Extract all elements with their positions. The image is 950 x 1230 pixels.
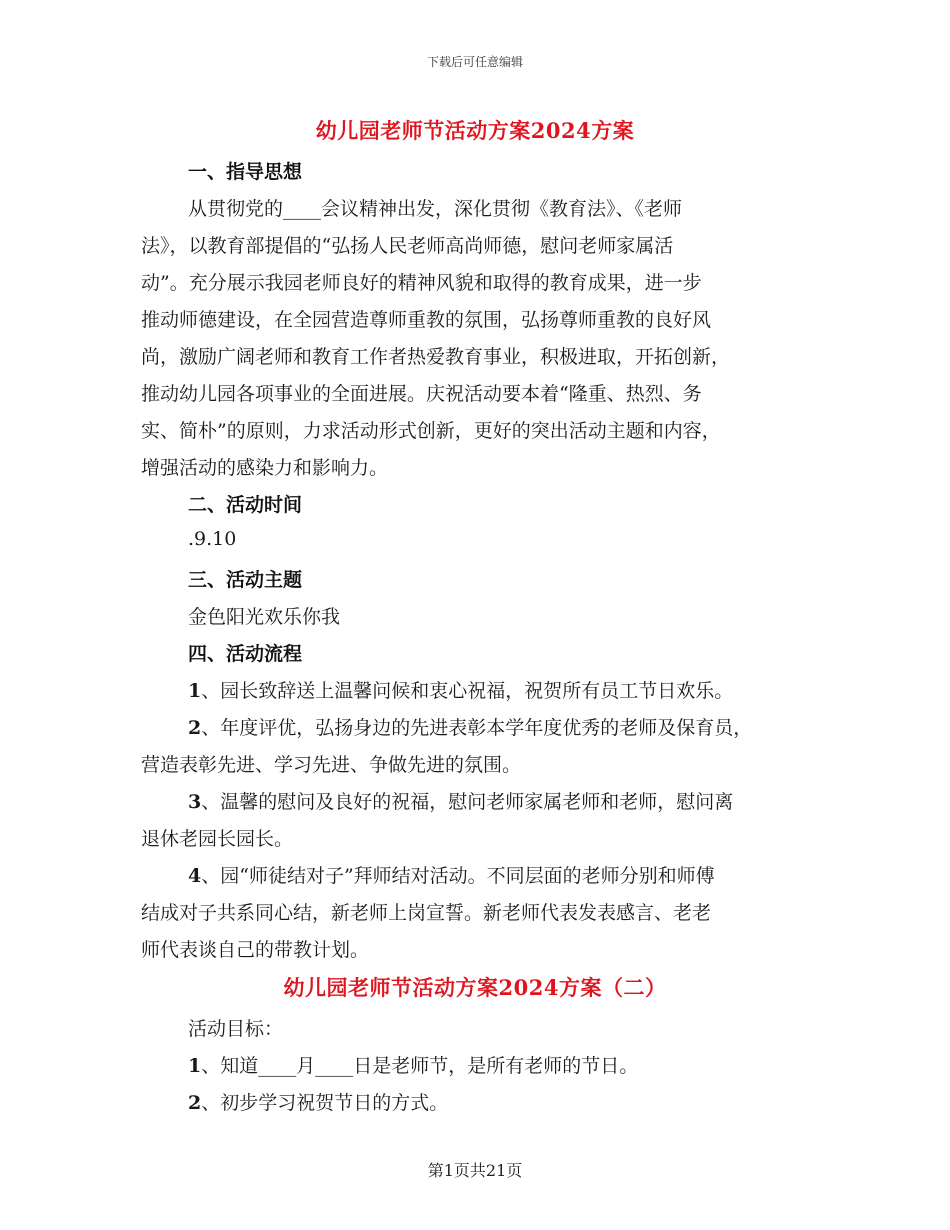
list-item — [188, 676, 733, 703]
section-heading-activity-process: 四、活动流程 — [188, 643, 303, 665]
paragraph-line: 推动幼儿园各项事业的全面进展。庆祝活动要本着“隆重、热烈、务 — [141, 383, 702, 405]
item-text-continuation: 结成对子共系同心结，新老师上岗宣誓。新老师代表发表感言、老老 — [141, 902, 712, 924]
paragraph-line: 动”。充分展示我园老师良好的精神风貌和取得的教育成果，进一步 — [141, 272, 702, 294]
paragraph-line: 实、简朴”的原则，力求活动形式创新，更好的突出活动主题和内容， — [141, 420, 721, 442]
list-item — [188, 1051, 638, 1078]
item-text-continuation: 师代表谈自己的带教计划。 — [141, 939, 370, 961]
item-text: 、温馨的慰问及良好的祝福，慰问老师家属老师和老师，慰问离 — [201, 791, 734, 813]
item-number: 3 — [188, 791, 202, 813]
item-number: 1 — [188, 680, 202, 702]
section-heading-activity-time: 二、活动时间 — [188, 494, 303, 516]
item-number: 2 — [188, 1092, 202, 1114]
goal-label: 活动目标： — [188, 1018, 284, 1040]
list-item — [188, 1088, 448, 1115]
item-number: 1 — [188, 1055, 202, 1077]
page-footer: 第1页共21页 — [427, 1161, 523, 1180]
activity-time-value: .9.10 — [188, 528, 237, 550]
item-text: 、初步学习祝贺节日的方式。 — [201, 1092, 449, 1114]
paragraph-line: 从贯彻党的____会议精神出发，深化贯彻《教育法》、《老师 — [188, 198, 683, 220]
list-item — [188, 861, 715, 888]
item-text: 、知道____月____日是老师节，是所有老师的节日。 — [201, 1055, 639, 1077]
section-heading-guiding-thought: 一、指导思想 — [188, 161, 303, 183]
header-note: 下载后可任意编辑 — [426, 55, 523, 69]
item-text: 、园长致辞送上温馨问候和衷心祝福，祝贺所有员工节日欢乐。 — [201, 680, 734, 702]
item-text: 、园“师徒结对子”拜师结对活动。不同层面的老师分别和师傅 — [201, 865, 715, 887]
paragraph-line: 尚，激励广阔老师和教育工作者热爱教育事业，积极进取，开拓创新， — [141, 346, 731, 368]
activity-theme-value: 金色阳光欢乐你我 — [188, 606, 341, 628]
item-text-continuation: 营造表彰先进、学习先进、争做先进的氛围。 — [141, 754, 522, 776]
section-heading-activity-theme: 三、活动主题 — [188, 569, 303, 591]
list-item — [188, 713, 752, 740]
item-number: 2 — [188, 717, 202, 739]
document-title: 幼儿园老师节活动方案2024方案 — [315, 118, 635, 143]
item-text: 、年度评优，弘扬身边的先进表彰本学年度优秀的老师及保育员， — [201, 717, 753, 739]
paragraph-line: 增强活动的感染力和影响力。 — [141, 457, 389, 479]
item-text-continuation: 退休老园长园长。 — [141, 828, 294, 850]
document-subtitle: 幼儿园老师节活动方案2024方案（二） — [283, 975, 667, 1000]
paragraph-line: 推动师德建设，在全园营造尊师重教的氛围，弘扬尊师重教的良好风 — [141, 309, 712, 331]
item-number: 4 — [188, 865, 202, 887]
list-item — [188, 787, 733, 814]
paragraph-line: 法》，以教育部提倡的“弘扬人民老师高尚师德，慰问老师家属活 — [141, 235, 674, 257]
